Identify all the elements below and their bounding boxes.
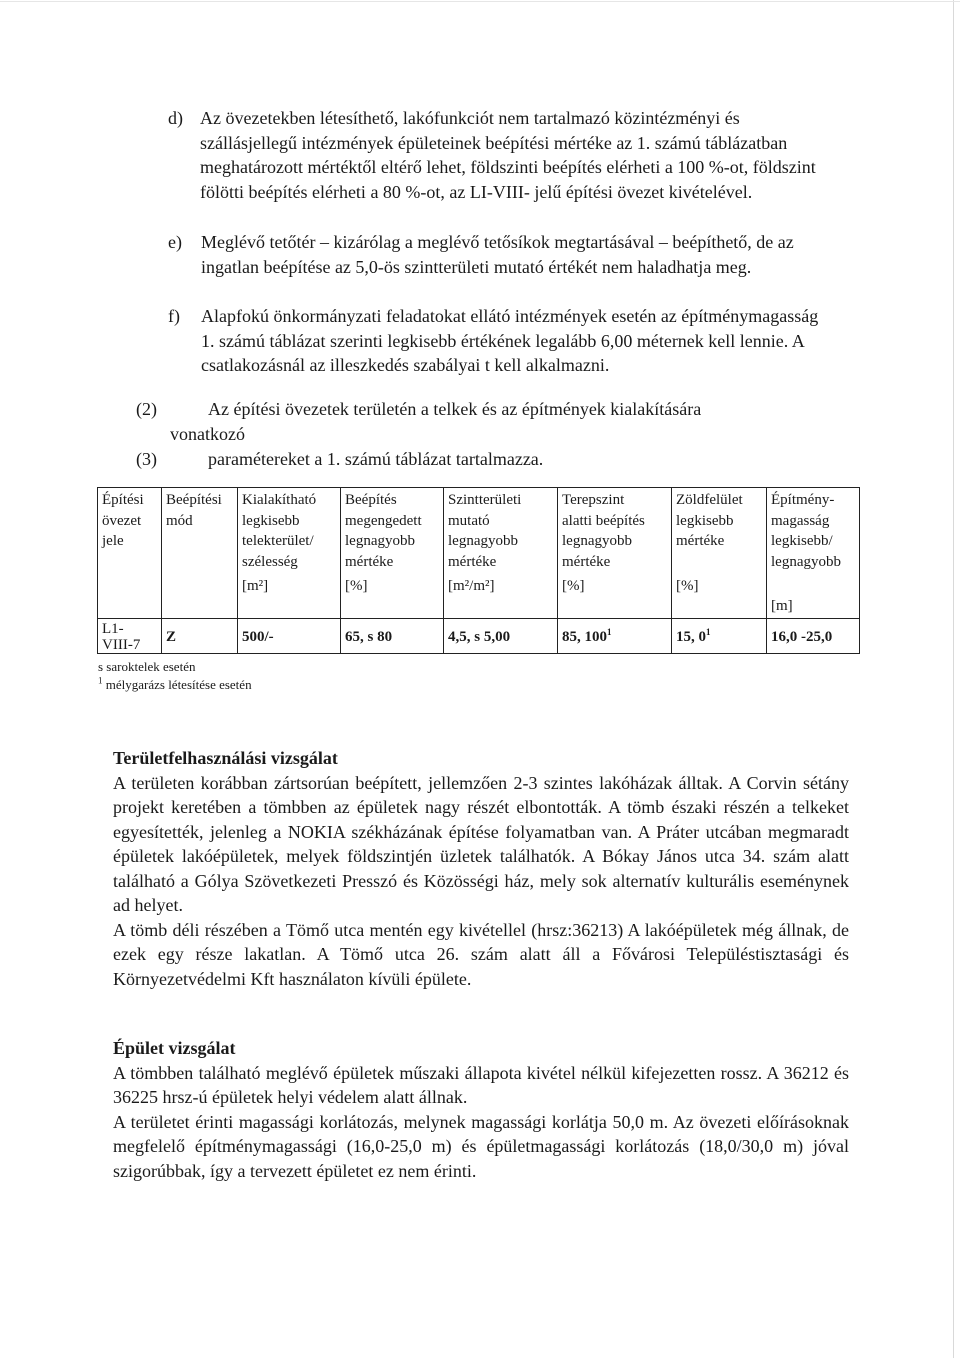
table-header-row: [98, 488, 860, 619]
section-paragraph: A területet érinti magassági korlátozás, melynek magassági korlátja 50,0 m. Az övezeti előírásoknak megfelelő építménymagassági (16,0-25,0 m) és épületmagassági korlátozás (18,0/30,0 m) jóval szigorúbbak, így a tervezett épületet ez nem érinti.: [113, 1111, 849, 1181]
parameter-table: [97, 487, 860, 654]
header-text: alatti beépítés: [562, 512, 645, 529]
header-text: Szintterületi: [448, 492, 522, 508]
building-section: [113, 1036, 849, 1183]
list-text: Meglévő tetőtér – kizárólag a meglévő tetősíkok megtartásával – beépíthető, de az ingatlan beépítése az 5,0-ös szintterületi mutató értékét nem haladhatja meg.: [201, 232, 794, 277]
height-cell: 16,0 -25,0: [767, 619, 860, 654]
table-header-cell: [767, 488, 860, 619]
header-unit: [m²/m²]: [448, 578, 495, 594]
construction-mode-cell: Z: [162, 619, 238, 654]
section-paragraph: A tömbben található meglévő épületek műszaki állapota kivétel nélkül kifejezetten rossz. A 36212 és 36225 hrsz-ú épületek helyi védelem alatt állnak.: [113, 1062, 849, 1107]
table-row: [98, 619, 860, 654]
header-text: Zöldfelület: [676, 492, 743, 508]
header-text: legkisebb: [242, 512, 300, 529]
section-heading: Épület vizsgálat: [113, 1038, 236, 1058]
footnote-mark: 1: [98, 675, 103, 686]
header-text: Kialakítható: [242, 492, 317, 508]
footnote-text: mélygarázs létesítése esetén: [105, 677, 252, 692]
list-label: e): [168, 232, 182, 252]
zone-code-cell: [98, 619, 162, 654]
table-header-cell: [444, 488, 558, 619]
table-header-cell: [672, 488, 767, 619]
zone-code: L1-: [102, 621, 124, 637]
list-label: d): [168, 108, 183, 128]
header-text: Építési: [102, 492, 144, 508]
header-text: mértéke: [448, 553, 497, 570]
header-text: telekterület/: [242, 533, 314, 549]
green-area-cell: 15, $0^1$: [672, 619, 767, 654]
list-item-f: [168, 304, 823, 378]
footnote-mark: 1: [607, 626, 612, 637]
header-text: övezet: [102, 512, 142, 529]
header-text: legkisebb: [676, 512, 734, 529]
header-text: Beépítés: [345, 492, 397, 508]
header-text: Építmény-: [771, 492, 835, 508]
header-text: mód: [166, 512, 193, 529]
header-unit: [%]: [676, 577, 699, 594]
header-text: mértéke: [676, 533, 725, 549]
header-text: mértéke: [345, 553, 394, 570]
list-label: f): [168, 306, 180, 326]
header-text: legnagyobb: [448, 533, 518, 549]
header-text: magasság: [771, 512, 830, 529]
list-item-d: [168, 106, 828, 204]
zone-code: VIII-7: [102, 637, 141, 653]
header-unit: [%]: [562, 578, 585, 594]
plot-size-cell: 500/-: [238, 619, 341, 654]
underground-cell: 85, $100^1$: [558, 619, 672, 654]
coverage-cell: 65, s 80: [341, 619, 444, 654]
header-text: Terepszint: [562, 492, 625, 508]
header-text: legnagyobb: [562, 533, 632, 549]
paragraph-text: vonatkozó: [170, 424, 245, 444]
table-header-cell: [238, 488, 341, 619]
table-header-cell: [558, 488, 672, 619]
table-header-cell: [98, 488, 162, 619]
section-paragraph: A tömb déli részében a Tömő utca mentén egy kivétellel (hrsz:36213) A lakóépületek még állnak, de ezek egy része lakatlan. A Tömő utca 26. szám alatt áll a Fővárosi Településtisztasági és Környezetvédelmi Kft használaton kívüli épülete.: [113, 919, 849, 989]
land-use-section: [113, 746, 849, 991]
header-unit: [%]: [345, 578, 368, 594]
header-text: legnagyobb: [345, 533, 415, 549]
header-unit: [m²]: [242, 578, 269, 594]
paragraph-text: Az építési övezetek területén a telkek és az építmények kialakítására: [208, 399, 702, 419]
table-header-cell: [341, 488, 444, 619]
section-heading: Területfelhasználási vizsgálat: [113, 748, 338, 768]
header-text: szélesség: [242, 553, 298, 570]
header-text: legnagyobb: [771, 553, 841, 570]
header-text: mértéke: [562, 553, 611, 570]
list-text: Az övezetekben létesíthető, lakófunkciót nem tartalmazó közintézményi és szállásjellegű intézmények épületeinek beépítési mértéke az 1. számú táblázatban meghatározott mértéktől eltérő lehet, földszinti beépítés elérheti a 100 %-ot, földszint fölötti beépítés elérheti a 80 %-ot, az LI-VIII- jelű építési övezet kivételével.: [200, 108, 816, 202]
list-text: Alapfokú önkormányzati feladatokat ellátó intézmények esetén az építménymagasság 1. számú táblázat szerinti legkisebb értékének legalább 6,00 méternek kell lennie. A csatlakozásnál az illeszkedés szabályai t kell alkalmazni.: [201, 306, 819, 375]
paragraph-number: (3): [136, 449, 157, 469]
footnote-mark: 1: [706, 626, 711, 637]
footnote-s: s saroktelek esetén: [98, 659, 196, 674]
header-text: legkisebb/: [771, 533, 833, 549]
paragraph-number: (2): [136, 399, 157, 419]
header-text: Beépítési: [166, 492, 222, 508]
table-header-cell: [162, 488, 238, 619]
scan-edge-line: [953, 0, 954, 1358]
floor-area-ratio-cell: 4,5, s 5,00: [444, 619, 558, 654]
header-text: mutató: [448, 512, 490, 529]
footnote-1: [98, 677, 252, 693]
header-text: megengedett: [345, 512, 422, 529]
header-text: jele: [102, 533, 124, 549]
paragraph-text: paramétereket a 1. számú táblázat tartalmazza.: [208, 449, 544, 469]
list-item-e: [168, 230, 848, 279]
scan-edge-line: [0, 1, 960, 2]
section-paragraph: A területen korábban zártsorúan beépített, jellemzően 2-3 szintes lakóházak álltak. A Corvin sétány projekt keretében a tömbben az épületek nagy részét elbontották. A tömb északi részén a telkeket egyesítették, jelenleg a NOKIA székházának építése folyamatban van. A Práter utcában megmaradt épületek lakóépületek, melyek földszintjén üzletek találhatók. A Bókay János utca 34. szám alatt található a Gólya Szövetkezeti Presszó és Közösségi ház, mely sok alternatív kulturális eseménynek ad helyet.: [113, 772, 849, 915]
header-unit: [m]: [771, 598, 793, 614]
